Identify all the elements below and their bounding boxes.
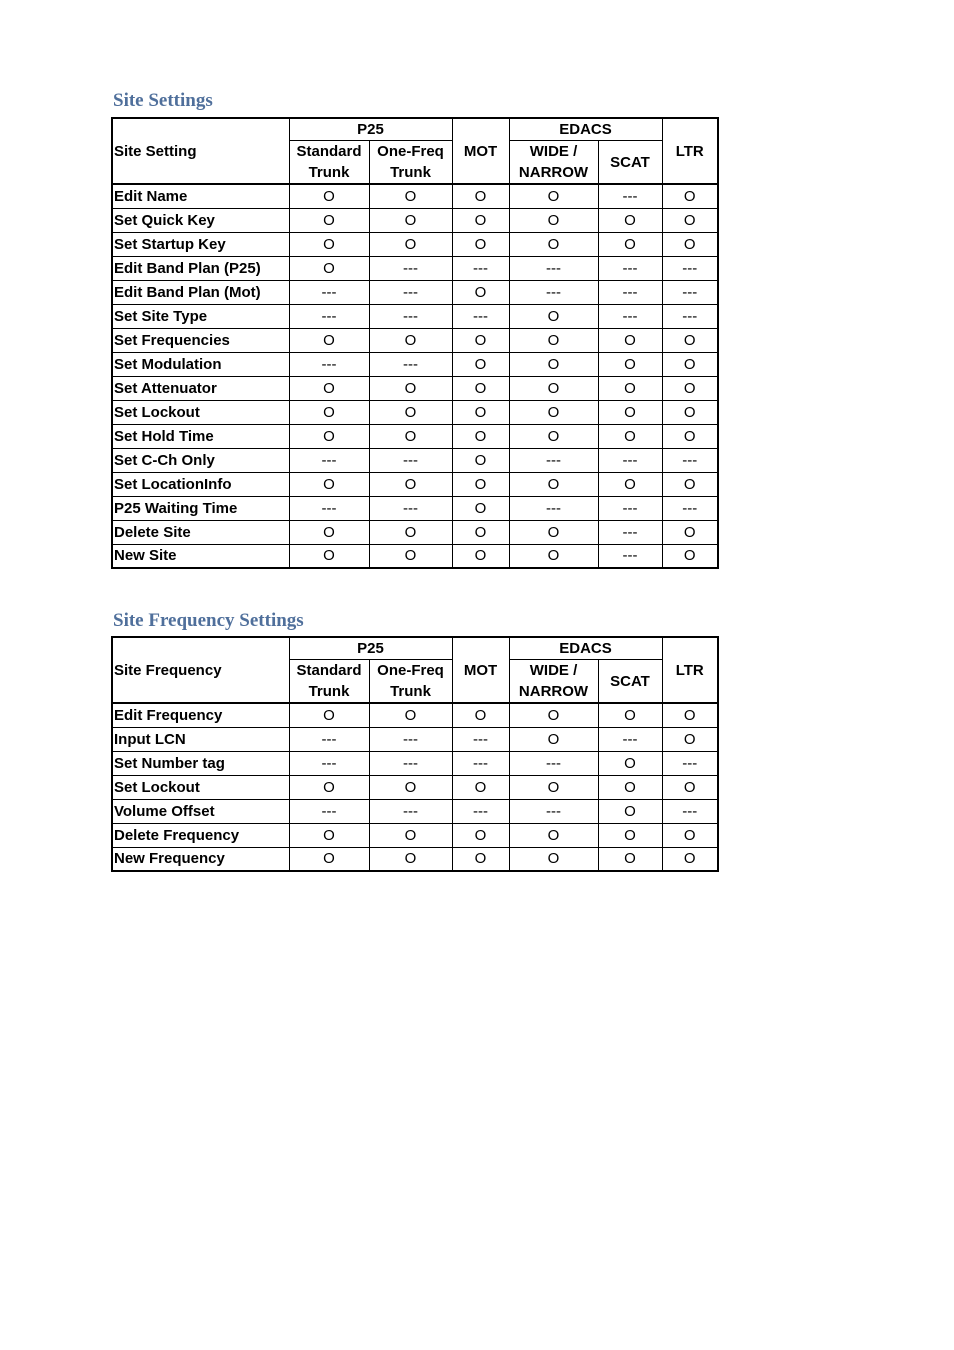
table-cell: O (598, 352, 662, 376)
column-header-wide-narrow: WIDE / NARROW (509, 141, 598, 185)
table-cell: --- (369, 448, 452, 472)
table-cell: --- (369, 799, 452, 823)
row-label: Set Site Type (112, 304, 289, 328)
table-cell: O (509, 352, 598, 376)
table-cell: O (289, 775, 369, 799)
table-cell: O (509, 424, 598, 448)
row-label: Delete Frequency (112, 823, 289, 847)
table-cell: --- (509, 751, 598, 775)
table-cell: O (289, 424, 369, 448)
table-cell: --- (598, 304, 662, 328)
table-cell: O (369, 376, 452, 400)
row-label: Set Attenuator (112, 376, 289, 400)
table-cell: O (509, 328, 598, 352)
row-label: Set Quick Key (112, 208, 289, 232)
row-label: Set Startup Key (112, 232, 289, 256)
table-cell: O (289, 472, 369, 496)
table-cell: O (289, 256, 369, 280)
table-cell: O (598, 328, 662, 352)
site-settings-body (112, 184, 718, 568)
table-cell: --- (452, 751, 509, 775)
table-row (112, 352, 718, 376)
table-cell: O (662, 847, 718, 871)
row-label: Set Modulation (112, 352, 289, 376)
table-row (112, 328, 718, 352)
row-label: Edit Name (114, 187, 188, 205)
row-label: Set C-Ch Only (112, 448, 289, 472)
row-label: Set Lockout (112, 775, 289, 799)
table-row (112, 544, 718, 568)
table-cell: O (369, 847, 452, 871)
table-cell: --- (598, 727, 662, 751)
table-cell: O (598, 799, 662, 823)
table-cell: --- (662, 496, 718, 520)
row-label: Edit Frequency (114, 706, 223, 724)
table-cell: O (369, 232, 452, 256)
table-cell: O (662, 424, 718, 448)
table-cell: O (289, 847, 369, 871)
table-cell: --- (509, 448, 598, 472)
table-cell: O (509, 775, 598, 799)
row-label: P25 Waiting Time (112, 496, 289, 520)
table-cell: --- (369, 280, 452, 304)
table-cell: O (509, 703, 598, 727)
table-cell: O (598, 400, 662, 424)
column-header-ltr: LTR (662, 637, 718, 703)
table-cell: O (452, 448, 509, 472)
table-row (112, 400, 718, 424)
table-row (112, 472, 718, 496)
column-header-label: Site Frequency (112, 637, 289, 703)
table-cell: O (598, 847, 662, 871)
row-label: New Site (112, 544, 289, 568)
table-cell: O (662, 775, 718, 799)
table-cell: O (452, 328, 509, 352)
table-cell: O (452, 496, 509, 520)
table-row (112, 256, 718, 280)
table-cell: --- (662, 280, 718, 304)
table-row (112, 823, 718, 847)
table-cell: --- (369, 256, 452, 280)
table-cell: O (369, 208, 452, 232)
table-cell: O (452, 703, 509, 727)
table-cell: O (369, 400, 452, 424)
table-cell: O (662, 184, 718, 208)
table-cell: O (662, 376, 718, 400)
table-cell: O (452, 352, 509, 376)
column-group-edacs: EDACS (509, 637, 662, 660)
table-cell: O (369, 424, 452, 448)
column-header-one-freq-trunk: One-Freq Trunk (369, 660, 452, 704)
table-cell: O (289, 520, 369, 544)
table-cell: O (369, 544, 452, 568)
table-cell: O (662, 400, 718, 424)
table-cell: --- (662, 751, 718, 775)
column-header-label: Site Setting (112, 118, 289, 184)
table-cell: --- (598, 256, 662, 280)
column-header-ltr: LTR (662, 118, 718, 184)
site-frequency-settings-table (111, 636, 719, 872)
column-group-edacs: EDACS (509, 118, 662, 141)
table-cell: O (369, 184, 452, 208)
row-label: Set Frequencies (112, 328, 289, 352)
table-cell: O (369, 775, 452, 799)
table-cell: --- (452, 304, 509, 328)
table-row (112, 775, 718, 799)
column-header-wide-narrow: WIDE / NARROW (509, 660, 598, 704)
table-cell: O (598, 775, 662, 799)
table-cell: O (662, 232, 718, 256)
table-cell: O (452, 775, 509, 799)
table-cell: O (662, 727, 718, 751)
table-cell: O (509, 544, 598, 568)
table-cell: O (452, 376, 509, 400)
table-cell: O (452, 544, 509, 568)
table-cell: --- (662, 448, 718, 472)
table-row (112, 304, 718, 328)
table-row (112, 727, 718, 751)
site-settings-table (111, 117, 719, 569)
row-label: Set LocationInfo (112, 472, 289, 496)
column-header-one-freq-trunk: One-Freq Trunk (369, 141, 452, 185)
table-cell: O (662, 208, 718, 232)
table-cell: --- (369, 751, 452, 775)
table-row (112, 280, 718, 304)
table-row (112, 703, 718, 727)
row-label: Edit Band Plan (Mot) (112, 280, 289, 304)
column-group-p25: P25 (289, 637, 452, 660)
table-cell: O (662, 520, 718, 544)
table-cell: O (598, 823, 662, 847)
row-label: Set Hold Time (112, 424, 289, 448)
table-cell: O (289, 376, 369, 400)
table-cell: O (452, 424, 509, 448)
table-cell: O (509, 472, 598, 496)
table-cell: --- (509, 280, 598, 304)
table-cell: O (509, 400, 598, 424)
table-cell: O (598, 703, 662, 727)
table-cell: O (662, 328, 718, 352)
table-cell: --- (369, 727, 452, 751)
table-cell: O (509, 184, 598, 208)
table-cell: --- (452, 256, 509, 280)
table-cell: O (452, 847, 509, 871)
site-frequency-settings-body (112, 703, 718, 871)
table-cell: O (509, 232, 598, 256)
table-cell: O (452, 520, 509, 544)
table-cell: O (662, 544, 718, 568)
table-cell: O (289, 232, 369, 256)
table-cell: --- (662, 304, 718, 328)
table-cell: --- (452, 799, 509, 823)
table-row (112, 232, 718, 256)
table-cell: O (289, 328, 369, 352)
table-row (112, 520, 718, 544)
table-cell: --- (289, 727, 369, 751)
table-cell: O (369, 823, 452, 847)
row-label: Input LCN (112, 727, 289, 751)
table-cell: O (369, 328, 452, 352)
table-cell: --- (598, 496, 662, 520)
table-cell: --- (452, 727, 509, 751)
table-cell: O (289, 400, 369, 424)
table-row (112, 448, 718, 472)
column-header-standard-trunk: Standard Trunk (289, 141, 369, 185)
table-cell: O (598, 232, 662, 256)
table-cell: O (662, 352, 718, 376)
table-cell: O (662, 472, 718, 496)
table-cell: --- (369, 304, 452, 328)
table-cell: O (598, 208, 662, 232)
table-cell: --- (369, 352, 452, 376)
table-cell: O (289, 208, 369, 232)
table-cell: --- (598, 520, 662, 544)
table-cell: --- (662, 256, 718, 280)
table-cell: O (662, 823, 718, 847)
table-cell: O (452, 280, 509, 304)
table-cell: O (509, 376, 598, 400)
site-frequency-settings-title: Site Frequency Settings (113, 610, 304, 631)
table-cell: O (369, 703, 452, 727)
table-cell: O (598, 472, 662, 496)
column-group-p25: P25 (289, 118, 452, 141)
site-settings-title: Site Settings (113, 90, 213, 111)
row-label: Set Lockout (112, 400, 289, 424)
table-cell: --- (289, 799, 369, 823)
table-cell: O (369, 520, 452, 544)
row-label: New Frequency (112, 847, 289, 871)
table-cell: O (369, 472, 452, 496)
table-cell: O (452, 472, 509, 496)
table-cell: --- (509, 496, 598, 520)
column-header-scat: SCAT (598, 660, 662, 704)
column-header-standard-trunk: Standard Trunk (289, 660, 369, 704)
table-cell: --- (289, 280, 369, 304)
table-cell: O (662, 703, 718, 727)
table-cell: O (509, 727, 598, 751)
table-cell: O (452, 823, 509, 847)
column-header-mot: MOT (452, 637, 509, 703)
table-cell: O (598, 376, 662, 400)
table-cell: O (452, 208, 509, 232)
table-cell: O (509, 847, 598, 871)
row-label: Set Number tag (112, 751, 289, 775)
table-cell: O (452, 232, 509, 256)
table-cell: O (509, 520, 598, 544)
row-label: Edit Band Plan (P25) (112, 256, 289, 280)
table-row (112, 424, 718, 448)
table-cell: O (289, 544, 369, 568)
row-label: Delete Site (112, 520, 289, 544)
table-cell: O (452, 184, 509, 208)
table-cell: --- (509, 256, 598, 280)
table-cell: O (452, 400, 509, 424)
column-header-scat: SCAT (598, 141, 662, 185)
table-cell: --- (369, 496, 452, 520)
table-row (112, 799, 718, 823)
table-cell: O (289, 703, 369, 727)
table-cell: --- (289, 304, 369, 328)
table-cell: --- (598, 280, 662, 304)
table-cell: O (598, 424, 662, 448)
table-row (112, 847, 718, 871)
table-cell: --- (289, 352, 369, 376)
table-row (112, 751, 718, 775)
table-row (112, 184, 718, 208)
table-row (112, 496, 718, 520)
table-cell: --- (289, 751, 369, 775)
column-header-mot: MOT (452, 118, 509, 184)
table-cell: --- (598, 448, 662, 472)
row-label: Volume Offset (112, 799, 289, 823)
table-cell: --- (598, 544, 662, 568)
table-cell: --- (662, 799, 718, 823)
table-cell: --- (289, 496, 369, 520)
table-cell: O (598, 751, 662, 775)
table-row (112, 208, 718, 232)
table-cell: O (509, 304, 598, 328)
table-cell: --- (289, 448, 369, 472)
table-cell: O (509, 208, 598, 232)
table-cell: O (289, 184, 369, 208)
table-cell: O (509, 823, 598, 847)
table-cell: --- (598, 184, 662, 208)
table-cell: --- (509, 799, 598, 823)
table-row (112, 376, 718, 400)
table-cell: O (289, 823, 369, 847)
